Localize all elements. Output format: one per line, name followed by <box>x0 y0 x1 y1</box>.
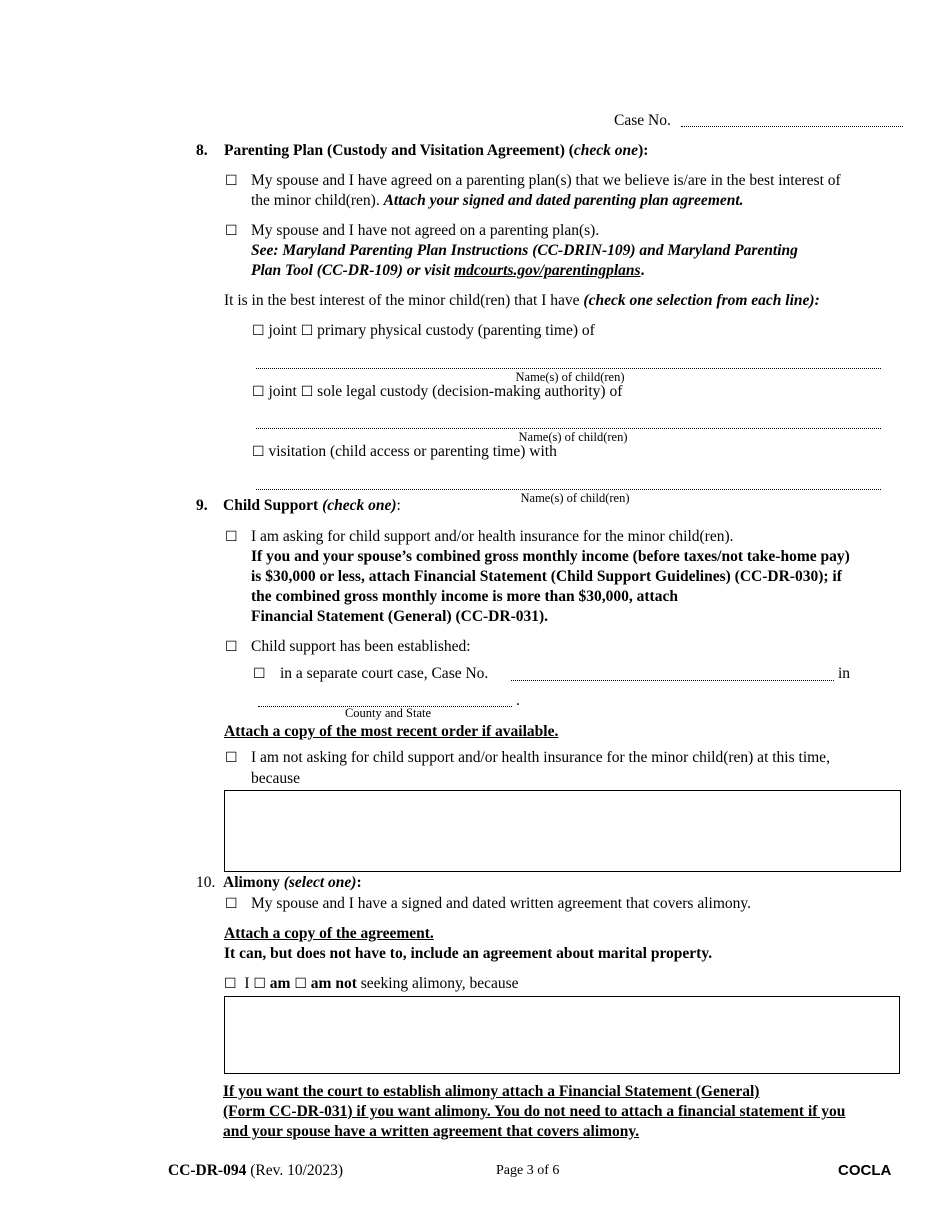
s8-line-a: ☐ joint ☐ primary physical custody (parenting time) of <box>252 322 595 339</box>
section-10-number: 10. <box>196 874 216 891</box>
s8-opt2-checkbox[interactable]: ☐ <box>225 223 238 239</box>
footer-org: COCLA <box>838 1162 892 1179</box>
s8-c-names-field[interactable] <box>256 489 881 490</box>
section-9-number: 9. <box>196 497 208 514</box>
s9-opt1-bold-1: If you and your spouse’s combined gross monthly income (before taxes/not take-home pay) <box>251 548 850 565</box>
s9-reason-textbox[interactable] <box>224 790 901 872</box>
s10-notice-2: (Form CC-DR-031) if you want alimony. You do not need to attach a financial statement if you <box>223 1103 846 1120</box>
section-8-number: 8. <box>196 142 208 159</box>
s8-a-joint-checkbox[interactable]: ☐ <box>252 323 265 339</box>
s9-in-label: in <box>838 665 851 682</box>
s8-opt1-text-2: the minor child(ren). Attach your signed and dated parenting plan agreement. <box>251 192 744 209</box>
s8-a-caption: Name(s) of child(ren) <box>515 370 625 384</box>
s8-line-c: ☐ visitation (child access or parenting time) with <box>252 443 557 460</box>
s9-opt2-checkbox[interactable]: ☐ <box>225 639 238 655</box>
s10-attach-agreement: Attach a copy of the agreement. <box>224 925 434 942</box>
case-no-label: Case No. <box>614 112 671 129</box>
s8-b-sole-checkbox[interactable]: ☐ <box>300 384 314 400</box>
s9-opt2-sub-checkbox[interactable]: ☐ <box>253 666 266 682</box>
s9-opt3-text: I am not asking for child support and/or health insurance for the minor child(ren) at this time, <box>251 749 830 766</box>
s10-reason-textbox[interactable] <box>224 996 900 1074</box>
section-8-title: Parenting Plan (Custody and Visitation Agreement) (check one): <box>224 142 649 159</box>
s9-opt1-bold-4: Financial Statement (General) (CC-DR-031). <box>251 608 549 625</box>
s8-opt1-text: My spouse and I have agreed on a parenting plan(s) that we believe is/are in the best interest of <box>251 172 841 189</box>
s8-c-caption: Name(s) of child(ren) <box>520 491 630 505</box>
s8-best-interest: It is in the best interest of the minor child(ren) that I have (check one selection from each line): <box>224 292 820 309</box>
s8-b-caption: Name(s) of child(ren) <box>518 430 628 444</box>
s10-notice-3: and your spouse have a written agreement that covers alimony. <box>223 1123 640 1140</box>
s9-opt1-bold-2: is $30,000 or less, attach Financial Statement (Child Support Guidelines) (CC-DR-030); if <box>251 568 842 585</box>
s10-can-include: It can, but does not have to, include an agreement about marital property. <box>224 945 713 962</box>
s8-opt2-see: See: Maryland Parenting Plan Instructions (CC-DRIN-109) and Maryland Parenting <box>251 242 798 259</box>
s9-opt2-sub-text: in a separate court case, Case No. <box>280 665 489 682</box>
s9-opt1-checkbox[interactable]: ☐ <box>225 529 238 545</box>
s8-a-names-field[interactable] <box>256 368 881 369</box>
s9-opt2-text: Child support has been established: <box>251 638 471 655</box>
s8-opt2-tool: Plan Tool (CC-DR-109) or visit mdcourts.gov/parentingplans. <box>251 262 645 279</box>
footer-form-id: CC-DR-094 (Rev. 10/2023) <box>168 1162 344 1179</box>
s10-opt2-line: ☐ I ☐ am ☐ am not seeking alimony, because <box>224 975 519 992</box>
parenting-plans-link[interactable]: mdcourts.gov/parentingplans <box>454 262 641 279</box>
s9-case-no-field[interactable] <box>511 680 834 681</box>
s8-line-b: ☐ joint ☐ sole legal custody (decision-making authority) of <box>252 383 623 400</box>
case-no-field[interactable] <box>681 126 903 127</box>
s9-period: . <box>516 692 520 709</box>
s10-opt2-checkbox[interactable]: ☐ <box>224 976 237 992</box>
s9-opt3-because: because <box>251 770 301 787</box>
section-9-title: Child Support (check one): <box>223 497 401 514</box>
s8-c-visitation-checkbox[interactable]: ☐ <box>252 444 265 460</box>
section-10-title: Alimony (select one): <box>223 874 362 891</box>
s10-am-checkbox[interactable]: ☐ <box>253 976 266 992</box>
s8-opt1-checkbox[interactable]: ☐ <box>225 173 238 189</box>
s8-opt2-text: My spouse and I have not agreed on a parenting plan(s). <box>251 222 600 239</box>
s9-opt1-text: I am asking for child support and/or health insurance for the minor child(ren). <box>251 528 734 545</box>
s9-opt1-bold-3: the combined gross monthly income is more than $30,000, attach <box>251 588 678 605</box>
s9-county-caption: County and State <box>344 706 432 720</box>
s8-b-joint-checkbox[interactable]: ☐ <box>252 384 265 400</box>
s8-b-names-field[interactable] <box>256 428 881 429</box>
s8-a-primary-checkbox[interactable]: ☐ <box>300 323 314 339</box>
s9-attach-copy: Attach a copy of the most recent order if available. <box>224 723 559 740</box>
s10-am-not-checkbox[interactable]: ☐ <box>294 976 307 992</box>
footer-page: Page 3 of 6 <box>496 1163 560 1178</box>
s9-opt3-checkbox[interactable]: ☐ <box>225 750 238 766</box>
s10-opt1-text: My spouse and I have a signed and dated written agreement that covers alimony. <box>251 895 752 912</box>
s10-opt1-checkbox[interactable]: ☐ <box>225 896 238 912</box>
s10-notice-1: If you want the court to establish alimony attach a Financial Statement (General) <box>223 1083 760 1100</box>
